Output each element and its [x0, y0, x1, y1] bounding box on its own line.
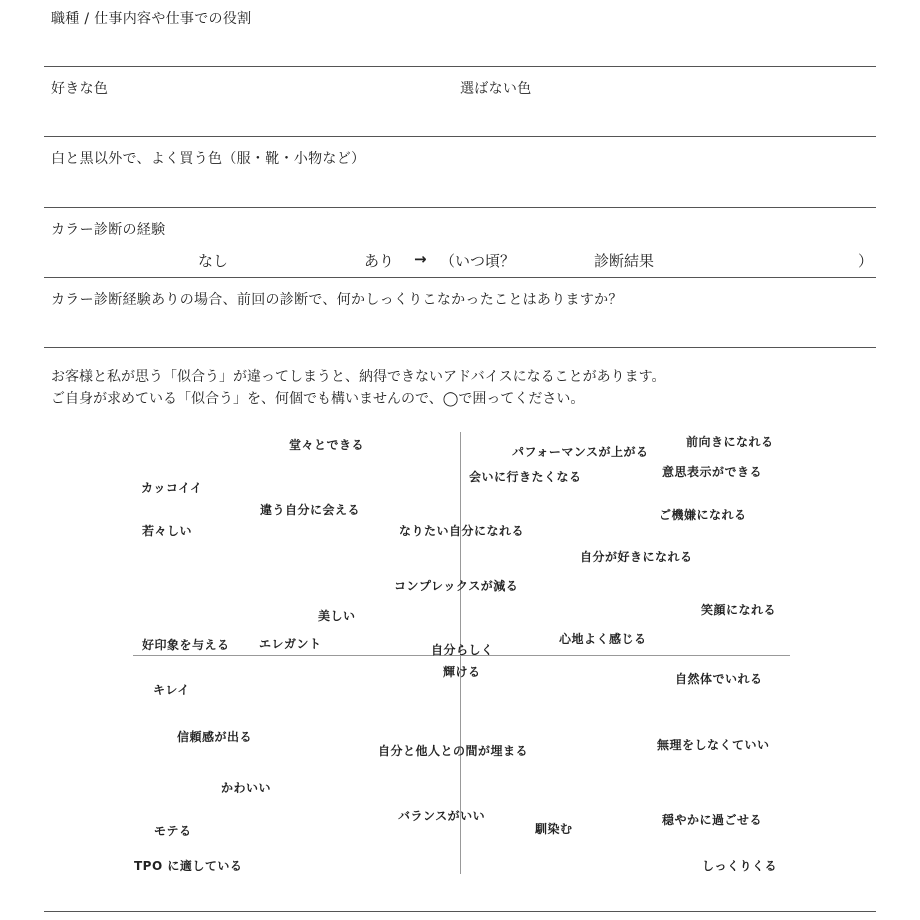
word-chip[interactable]: 穏やかに過ごせる	[662, 813, 763, 827]
buy-colors-label: 白と黒以外で、よく買う色（服・靴・小物など）	[51, 151, 366, 167]
when-label: （いつ頃？	[440, 252, 516, 270]
word-chip[interactable]: ご機嫌になれる	[659, 508, 747, 522]
word-chip[interactable]: コンプレックスが減る	[394, 579, 519, 593]
word-chip[interactable]: 若々しい	[142, 524, 193, 538]
word-chip[interactable]: 輝ける	[443, 665, 481, 679]
word-chip[interactable]: 自分らしく	[431, 643, 494, 657]
occupation-label: 職種 / 仕事内容や仕事での役割	[51, 11, 252, 27]
option-none[interactable]: なし	[198, 252, 229, 270]
word-chip[interactable]: TPO に適している	[134, 859, 243, 873]
word-chip[interactable]: 信頼感が出る	[177, 730, 253, 744]
divider	[44, 136, 876, 137]
intro-line-1: お客様と私が思う「似合う」が違ってしまうと、納得できないアドバイスになることがあります。	[51, 369, 666, 385]
previous-question: カラー診断経験ありの場合、前回の診断で、何かしっくりこなかったことはありますか？	[51, 292, 623, 308]
word-chip[interactable]: モテる	[154, 824, 192, 838]
arrow-icon: →	[414, 250, 427, 268]
word-chip[interactable]: 笑顔になれる	[701, 603, 777, 617]
word-chip[interactable]: 前向きになれる	[686, 435, 774, 449]
word-chip[interactable]: 心地よく感じる	[559, 632, 647, 646]
word-chip[interactable]: 馴染む	[535, 822, 573, 836]
color-diagnosis-label: カラー診断の経験	[51, 222, 166, 238]
avoided-color-label: 選ばない色	[460, 81, 532, 97]
word-chip[interactable]: 違う自分に会える	[260, 503, 361, 517]
word-chip[interactable]: かわいい	[221, 781, 272, 795]
result-label: 診断結果	[594, 252, 655, 270]
word-chip[interactable]: 好印象を与える	[142, 638, 230, 652]
word-chip[interactable]: パフォーマンスが上がる	[512, 445, 649, 459]
divider	[44, 277, 876, 278]
word-chip[interactable]: なりたい自分になれる	[399, 524, 525, 538]
word-chip[interactable]: しっくりくる	[702, 859, 778, 873]
divider	[44, 66, 876, 67]
close-paren: ）	[858, 252, 874, 270]
word-chip[interactable]: カッコイイ	[141, 481, 203, 495]
word-chip[interactable]: キレイ	[153, 683, 190, 697]
divider	[44, 347, 876, 348]
word-chip[interactable]: 自分と他人との間が埋まる	[378, 744, 529, 758]
word-chip[interactable]: 自分が好きになれる	[580, 550, 693, 564]
word-chip[interactable]: 意思表示ができる	[662, 465, 763, 479]
divider	[44, 911, 876, 912]
word-chip[interactable]: 堂々とできる	[289, 438, 365, 452]
favorite-color-label: 好きな色	[51, 81, 109, 97]
word-chip[interactable]: 美しい	[318, 609, 356, 623]
word-chip[interactable]: バランスがいい	[398, 809, 486, 823]
word-chip[interactable]: エレガント	[259, 637, 322, 651]
option-yes[interactable]: あり	[364, 252, 395, 270]
word-chip[interactable]: 会いに行きたくなる	[469, 470, 582, 484]
intro-line-2: ご自身が求めている「似合う」を、何個でも構いませんので、◯で囲ってください。	[51, 391, 585, 407]
word-chip[interactable]: 無理をしなくていい	[657, 738, 770, 752]
word-chip[interactable]: 自然体でいれる	[675, 672, 763, 686]
divider	[44, 207, 876, 208]
